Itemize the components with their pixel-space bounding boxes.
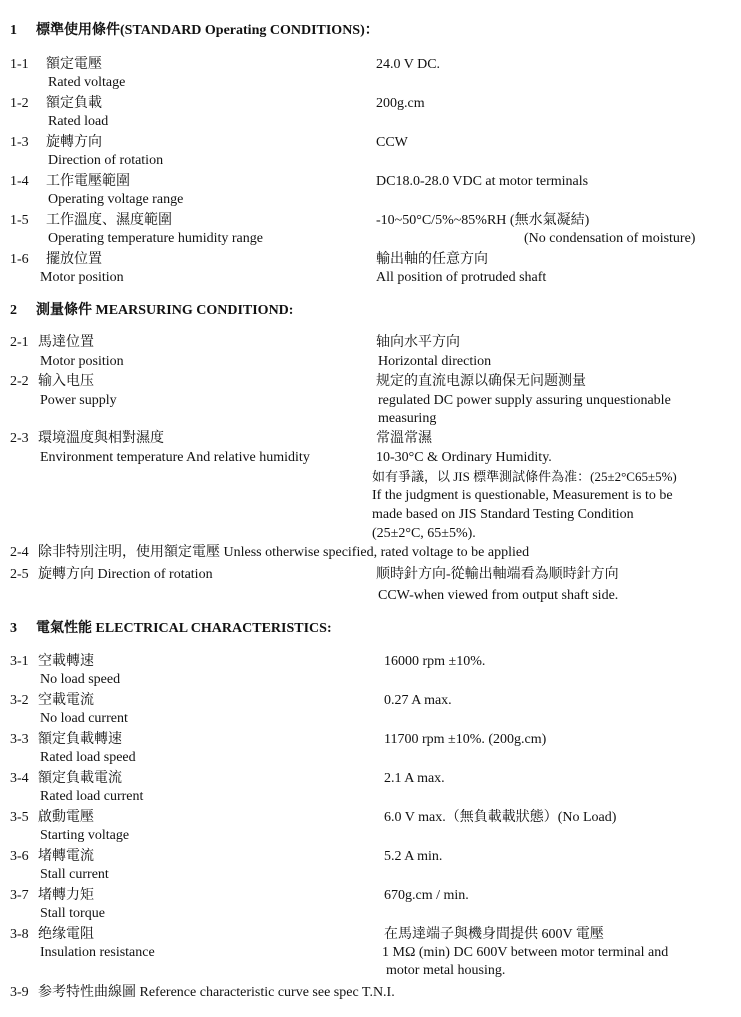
item-text: 除非特別注明，使用額定電壓 Unless otherwise specified, rated voltage to be applied bbox=[38, 545, 530, 560]
item-number: 3-1 bbox=[10, 654, 29, 669]
item-label-en: Direction of rotation bbox=[48, 153, 164, 168]
item-label-zh: 工作電壓範圍 bbox=[46, 174, 130, 189]
item-label-en: No load speed bbox=[40, 672, 121, 687]
item-value-en-cont: motor metal housing. bbox=[386, 963, 506, 978]
item-label-zh: 額定負載 bbox=[46, 96, 102, 111]
item-label-zh: 馬達位置 bbox=[38, 335, 94, 350]
item-value-note-zh: 如有爭議，以 JIS 標準測試條件為准：(25±2°C65±5%) bbox=[372, 469, 677, 484]
item-number: 2-4 bbox=[10, 545, 29, 560]
section-2-number: 2 bbox=[10, 303, 17, 318]
item-label-en: Power supply bbox=[40, 393, 117, 408]
item-label-zh: 額定電壓 bbox=[46, 57, 102, 72]
item-value: CCW bbox=[376, 135, 408, 150]
item-label-en: Stall current bbox=[40, 867, 109, 882]
item-value: 顺時針方向-從輸出軸端看為顺時針方向 bbox=[376, 567, 619, 582]
item-value: 24.0 V DC. bbox=[376, 57, 441, 72]
item-label-zh: 空載電流 bbox=[38, 693, 94, 708]
item-value-en: 1 MΩ (min) DC 600V between motor terminal and bbox=[382, 945, 669, 960]
item-value: 2.1 A max. bbox=[384, 771, 445, 786]
item-value: 常溫常濕 bbox=[376, 431, 432, 446]
item-value: 670g.cm / min. bbox=[384, 888, 469, 903]
item-value-en: All position of protruded shaft bbox=[376, 270, 547, 285]
item-value-note-en-cont: (25±2°C, 65±5%). bbox=[372, 526, 476, 541]
item-label-en: Stall torque bbox=[40, 906, 105, 921]
item-label-zh: 输入电压 bbox=[38, 374, 94, 389]
item-value-en: regulated DC power supply assuring unquestionable bbox=[378, 393, 671, 408]
item-label-en: Rated load speed bbox=[40, 750, 136, 765]
item-label-zh: 绝缘電阻 bbox=[38, 927, 94, 942]
item-value: 16000 rpm ±10%. bbox=[384, 654, 486, 669]
item-number: 3-5 bbox=[10, 810, 29, 825]
item-label: 旋轉方向 Direction of rotation bbox=[38, 567, 213, 582]
item-label-en: Operating temperature humidity range bbox=[48, 231, 263, 246]
item-label-zh: 額定負載電流 bbox=[38, 771, 122, 786]
item-label-zh: 旋轉方向 bbox=[46, 135, 102, 150]
item-number: 1-6 bbox=[10, 252, 29, 267]
item-value: 在馬達端子與機身間提供 600V 電壓 bbox=[384, 927, 604, 942]
item-number: 1-3 bbox=[10, 135, 29, 150]
item-number: 3-2 bbox=[10, 693, 29, 708]
item-number: 3-4 bbox=[10, 771, 29, 786]
item-label-zh: 工作溫度、濕度範圍 bbox=[46, 213, 172, 228]
item-value: 0.27 A max. bbox=[384, 693, 452, 708]
item-number: 1-4 bbox=[10, 174, 29, 189]
section-3-number: 3 bbox=[10, 621, 17, 636]
item-label-en: Motor position bbox=[40, 270, 124, 285]
item-label-zh: 空載轉速 bbox=[38, 654, 94, 669]
item-value-en: CCW-when viewed from output shaft side. bbox=[378, 588, 619, 603]
item-label-en: Insulation resistance bbox=[40, 945, 155, 960]
item-value: DC18.0-28.0 VDC at motor terminals bbox=[376, 174, 589, 189]
item-label-zh: 環境溫度與相對濕度 bbox=[38, 431, 164, 446]
item-label-en: Motor position bbox=[40, 354, 124, 369]
item-number: 3-9 bbox=[10, 985, 29, 1000]
item-number: 2-1 bbox=[10, 335, 29, 350]
item-label-zh: 擺放位置 bbox=[46, 252, 102, 267]
item-label-en: Starting voltage bbox=[40, 828, 130, 843]
item-number: 1-2 bbox=[10, 96, 29, 111]
item-label-en: Operating voltage range bbox=[48, 192, 184, 207]
item-number: 1-1 bbox=[10, 57, 29, 72]
item-value-en: 10-30°C & Ordinary Humidity. bbox=[376, 450, 552, 465]
item-value: 6.0 V max.（無負載載狀態）(No Load) bbox=[384, 810, 617, 825]
item-value-note-en-cont: made based on JIS Standard Testing Condition bbox=[372, 507, 634, 522]
item-text: 参考特性曲線圖 Reference characteristic curve see spec T.N.I. bbox=[38, 985, 395, 1000]
section-1-number: 1 bbox=[10, 23, 17, 38]
item-label-en: Rated load bbox=[48, 114, 109, 129]
section-3-title: 電氣性能 ELECTRICAL CHARACTERISTICS: bbox=[36, 621, 332, 636]
item-label-zh: 額定負載轉速 bbox=[38, 732, 122, 747]
item-number: 2-5 bbox=[10, 567, 29, 582]
item-value: 200g.cm bbox=[376, 96, 425, 111]
item-label-en: Rated load current bbox=[40, 789, 144, 804]
item-value-en-cont: measuring bbox=[378, 411, 437, 426]
item-value: -10~50°C/5%~85%RH (無水氣凝結) bbox=[376, 213, 590, 228]
item-value: 5.2 A min. bbox=[384, 849, 443, 864]
item-value: 11700 rpm ±10%. (200g.cm) bbox=[384, 732, 547, 747]
item-label-zh: 啟動電壓 bbox=[38, 810, 94, 825]
item-number: 3-8 bbox=[10, 927, 29, 942]
item-number: 1-5 bbox=[10, 213, 29, 228]
item-number: 3-3 bbox=[10, 732, 29, 747]
item-value-note-en: If the judgment is questionable, Measurement is to be bbox=[372, 488, 673, 503]
item-value: 轴向水平方向 bbox=[376, 335, 460, 350]
item-label-en: Environment temperature And relative humidity bbox=[40, 450, 310, 465]
item-label-en: Rated voltage bbox=[48, 75, 126, 90]
item-number: 3-7 bbox=[10, 888, 29, 903]
item-value: 规定的直流电源以确保无问题测量 bbox=[376, 374, 586, 389]
item-value: 輸出軸的任意方向 bbox=[376, 252, 488, 267]
section-2-title: 測量條件 MEARSURING CONDITIOND: bbox=[36, 303, 294, 318]
item-number: 2-2 bbox=[10, 374, 29, 389]
item-label-en: No load current bbox=[40, 711, 128, 726]
item-value-note: (No condensation of moisture) bbox=[524, 231, 696, 246]
item-label-zh: 堵轉電流 bbox=[38, 849, 94, 864]
item-number: 3-6 bbox=[10, 849, 29, 864]
section-1-title: 標準使用條件(STANDARD Operating CONDITIONS)： bbox=[36, 23, 379, 38]
item-value-en: Horizontal direction bbox=[378, 354, 492, 369]
item-label-zh: 堵轉力矩 bbox=[38, 888, 94, 903]
item-number: 2-3 bbox=[10, 431, 29, 446]
